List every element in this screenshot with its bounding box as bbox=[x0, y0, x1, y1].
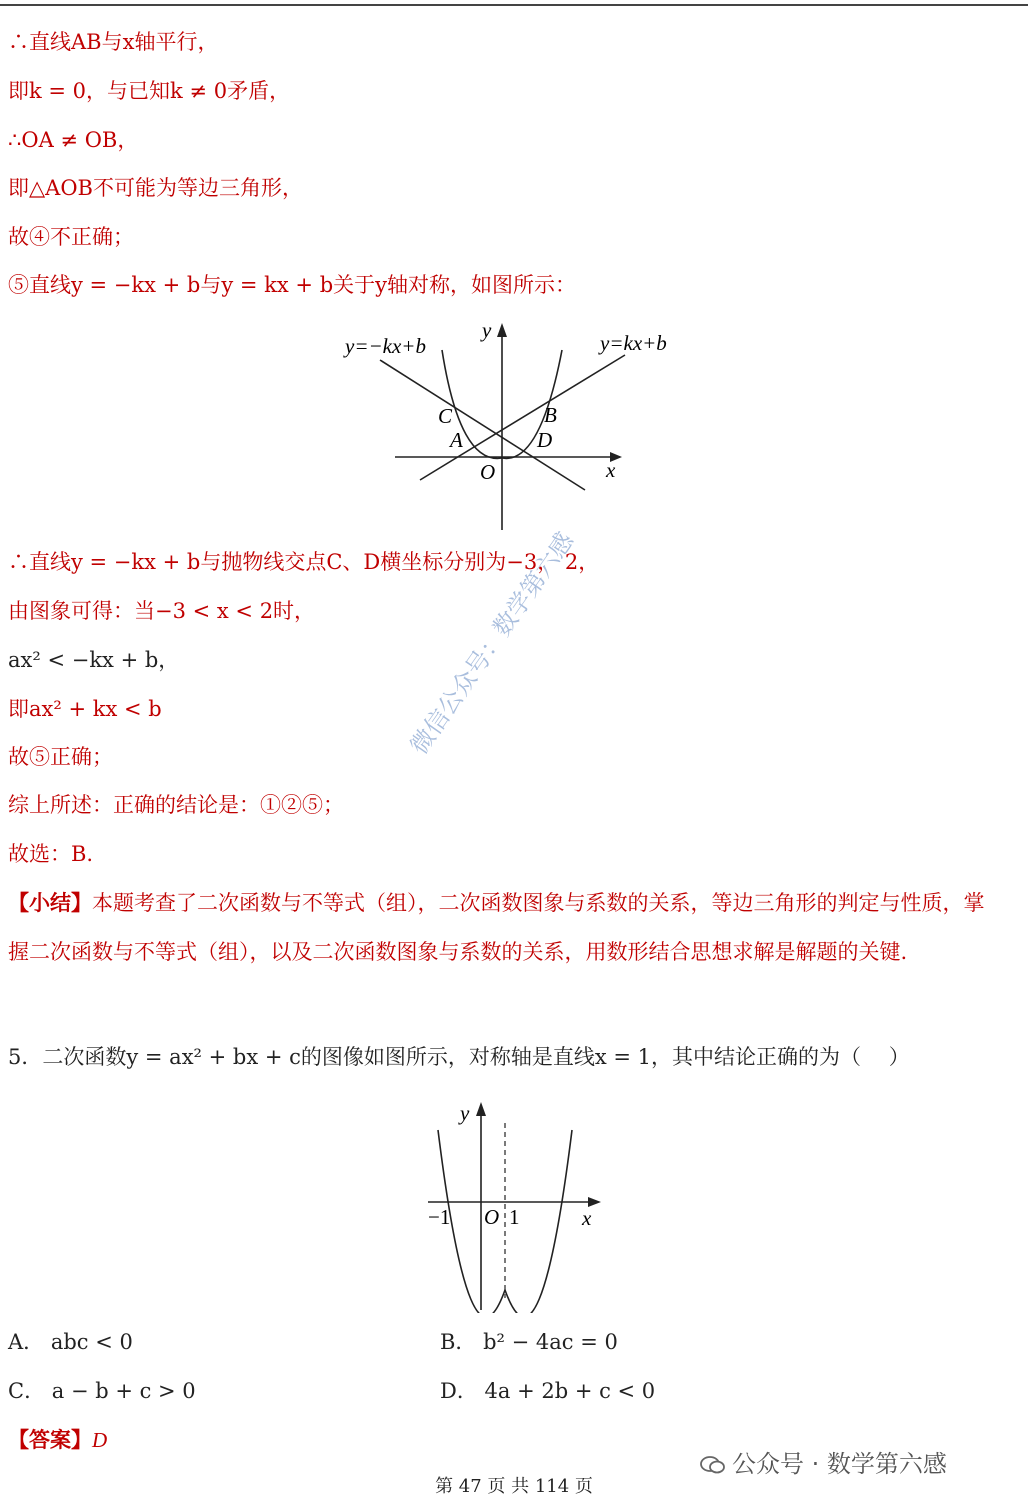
text-line-5: 故④不正确； bbox=[8, 225, 134, 249]
text-line-11: 故⑤正确； bbox=[8, 745, 113, 769]
text-line-6: ⑤直线y = −kx + b与y = kx + b关于y轴对称，如图所示： bbox=[8, 273, 576, 297]
text-line-4: 即△AOB不可能为等边三角形， bbox=[8, 176, 303, 200]
label-right-line: y=kx+b bbox=[600, 331, 667, 355]
label-left-line: y=−kx+b bbox=[345, 334, 426, 358]
text-line-3: ∴OA ≠ OB， bbox=[8, 128, 139, 152]
text-line-8: 由图象可得：当−3 < x < 2时， bbox=[8, 599, 316, 623]
option-c: C． a − b + c > 0 bbox=[8, 1379, 196, 1403]
tick-label-1: 1 bbox=[509, 1205, 520, 1229]
top-rule bbox=[0, 4, 1028, 6]
brand-text: 公众号 · 数学第六感 bbox=[732, 1450, 947, 1478]
answer-line bbox=[8, 1426, 107, 1454]
label-x-axis: x bbox=[606, 458, 616, 482]
summary-tag: 【小结】 bbox=[8, 890, 92, 915]
question-5-stem: 5．二次函数y = ax² + bx + c的图像如图所示，对称轴是直线x = 1，其中结论正确的为（ ） bbox=[8, 1045, 910, 1069]
text-line-13: 故选：B. bbox=[8, 842, 94, 866]
label-y-axis-q5: y bbox=[460, 1101, 470, 1125]
figure-lines-and-parabola bbox=[330, 315, 690, 539]
text-line-9: ax² < −kx + b， bbox=[8, 648, 180, 672]
text-line-2: 即k = 0，与已知k ≠ 0矛盾， bbox=[8, 79, 291, 103]
text-line-10: 即ax² + kx < b bbox=[8, 697, 162, 721]
text-line-1: ∴直线AB与x轴平行， bbox=[8, 30, 219, 54]
summary-line-2: 握二次函数与不等式（组），以及二次函数图象与系数的关系，用数形结合思想求解是解题的关键. bbox=[8, 940, 908, 964]
figure-parabola-q5 bbox=[420, 1098, 620, 1317]
label-origin-q5: O bbox=[484, 1205, 500, 1229]
label-point-d: D bbox=[537, 428, 553, 452]
label-origin: O bbox=[480, 460, 496, 484]
label-point-c: C bbox=[438, 404, 453, 428]
label-point-b: B bbox=[544, 403, 557, 427]
option-b: B． b² − 4ac = 0 bbox=[440, 1330, 618, 1354]
text-line-7: ∴直线y = −kx + b与抛物线交点C、D横坐标分别为−3， 2， bbox=[8, 550, 600, 574]
option-a: A． abc < 0 bbox=[8, 1330, 133, 1354]
text-line-12: 综上所述：正确的结论是：①②⑤； bbox=[8, 793, 344, 817]
summary-text-1: 本题考查了二次函数与不等式（组），二次函数图象与系数的关系，等边三角形的判定与性质，掌 bbox=[92, 891, 985, 915]
answer-value: D bbox=[92, 1428, 108, 1452]
summary-line-1 bbox=[8, 889, 985, 917]
answer-tag: 【答案】 bbox=[8, 1427, 92, 1452]
page-footer: 第 47 页 共 114 页 bbox=[435, 1476, 593, 1497]
label-y-axis: y bbox=[482, 318, 492, 342]
watermark-text: 微信公众号：数学第六感 bbox=[404, 527, 580, 760]
label-point-a: A bbox=[450, 428, 463, 452]
tick-label-neg1: −1 bbox=[428, 1205, 451, 1229]
label-x-axis-q5: x bbox=[582, 1206, 592, 1230]
option-d: D． 4a + 2b + c < 0 bbox=[440, 1379, 656, 1403]
